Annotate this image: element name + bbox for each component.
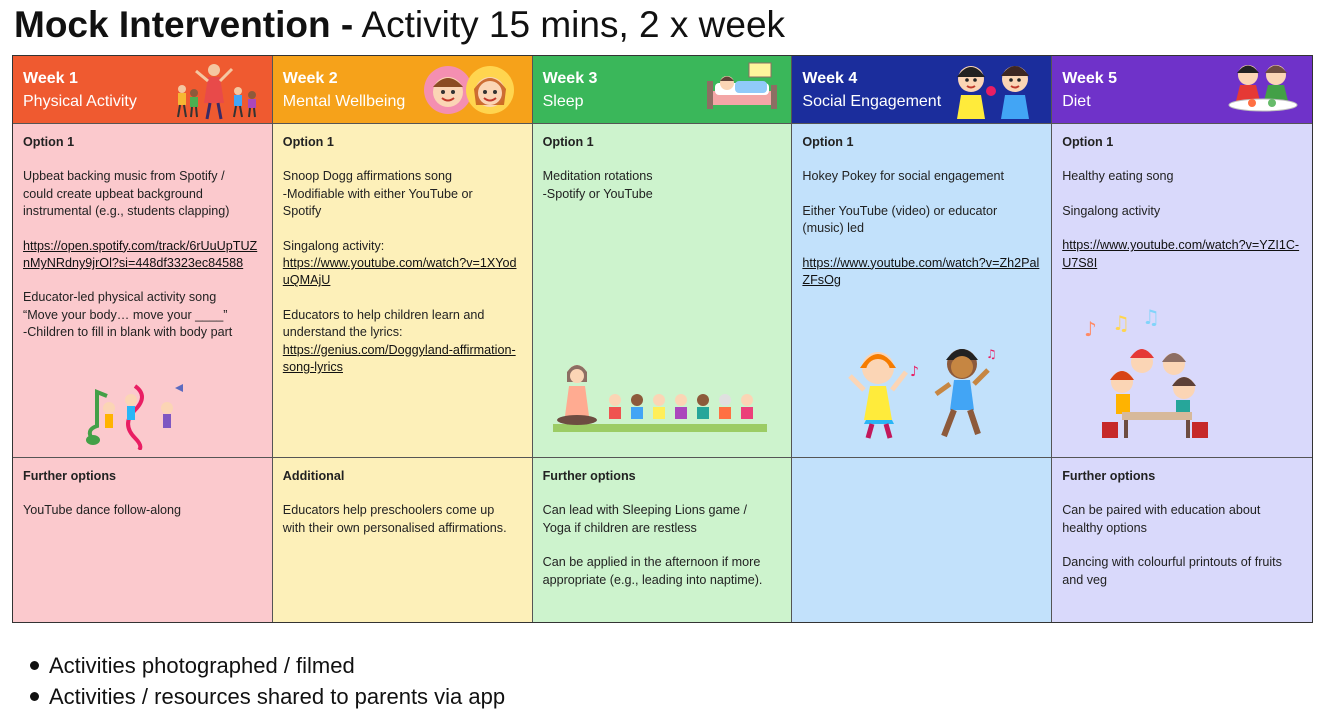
week-label: Week 4 (802, 70, 858, 87)
week4-option-cell (792, 124, 1052, 458)
option-label: Option 1 (802, 135, 854, 149)
option-text: Upbeat backing music from Spotify / could create upbeat background instrumental (e.g., students clapping) (23, 169, 230, 219)
intervention-table (12, 55, 1313, 623)
week1-option-cell (13, 124, 273, 458)
week5-option-cell (1052, 124, 1312, 458)
bullet-icon (30, 661, 39, 670)
week-topic: Sleep (542, 93, 584, 110)
dancing-kids-illustration-icon (846, 346, 1000, 442)
singalong-label: Singalong activity: (282, 238, 385, 253)
week2-option-cell (273, 124, 533, 458)
week-label: Week 1 (23, 70, 78, 87)
svg-text:♫: ♫ (1142, 305, 1161, 329)
option-text: Educators to help children learn and understand the lyrics: (282, 307, 485, 340)
week3-option-cell (533, 124, 793, 458)
child-sleeping-in-bed-icon (705, 61, 779, 111)
further-text: Educators help preschoolers come up with their own personalised affirmations. (282, 503, 507, 535)
list-item-text: Activities photographed / filmed (49, 653, 355, 678)
youtube-link[interactable]: https://www.youtube.com/watch?v=1XYoduQMAjU (282, 256, 517, 288)
week-label: Week 2 (282, 70, 338, 87)
week1-further-cell (13, 458, 273, 622)
spotify-track-link[interactable]: https://open.spotify.com/track/6rUuUpTUZnMyNRdny9jrOl?si=448df3323ec84588 (23, 238, 258, 271)
youtube-link[interactable]: https://www.youtube.com/watch?v=YZI1C-U7S8I (1062, 238, 1300, 270)
bullet-icon (30, 692, 39, 701)
meditating-kids-illustration-icon (553, 360, 767, 434)
svg-text:♫: ♫ (986, 347, 998, 361)
option-label: Option 1 (542, 135, 594, 149)
further-label: Further options (23, 469, 117, 483)
week5-further-cell (1052, 458, 1312, 622)
week2-further-cell (273, 458, 533, 622)
happy-kids-faces-icon (420, 61, 520, 119)
option-label: Option 1 (282, 135, 334, 149)
week-label: Week 5 (1062, 70, 1118, 87)
option-text: Educator-led physical activity song “Move your body… move your ____” -Children to fill in blank with body part (23, 290, 233, 340)
further-text: Can be paired with education about healthy options (1062, 503, 1261, 535)
week5-header (1052, 56, 1312, 124)
week3-further-cell (533, 458, 793, 622)
option-text: Meditation rotations -Spotify or YouTube (542, 169, 653, 201)
notes-list (30, 650, 505, 712)
week-topic: Physical Activity (23, 93, 137, 110)
kids-eating-at-table-illustration-icon (1082, 304, 1212, 440)
option-text: Either YouTube (video) or educator (music) led (802, 203, 998, 236)
week-topic: Diet (1062, 93, 1091, 110)
week4-header (792, 56, 1052, 124)
further-text: Can be applied in the afternoon if more appropriate (e.g., leading into naptime). (542, 555, 763, 587)
kids-eating-icon (1226, 61, 1300, 115)
genius-lyrics-link[interactable]: https://genius.com/Doggyland-affirmation-song-lyrics (282, 342, 516, 375)
list-item (30, 681, 505, 712)
svg-text:♪: ♪ (910, 364, 920, 380)
two-kids-talking-icon (947, 61, 1039, 121)
svg-text:♪: ♪ (1084, 317, 1097, 341)
title-bold: Mock Intervention - (14, 4, 354, 45)
week-topic: Social Engagement (802, 93, 942, 110)
week1-header (13, 56, 273, 124)
music-notes-kids-illustration-icon (83, 378, 187, 450)
title-rest: Activity 15 mins, 2 x week (353, 4, 786, 45)
option-text: Hokey Pokey for social engagement (802, 169, 1005, 184)
physical-activity-illustration-icon (168, 61, 260, 121)
week-label: Week 3 (542, 70, 598, 87)
option-text: Singalong activity (1062, 203, 1161, 218)
further-label: Further options (542, 469, 636, 483)
week-topic: Mental Wellbeing (282, 93, 406, 110)
list-item-text: Activities / resources shared to parents via app (49, 684, 506, 709)
further-label: Additional (282, 469, 345, 483)
week4-further-cell (792, 458, 1052, 622)
option-label: Option 1 (23, 135, 75, 149)
week3-header (533, 56, 793, 124)
week2-header (273, 56, 533, 124)
further-text: Dancing with colourful printouts of fruits and veg (1062, 555, 1282, 587)
further-text: YouTube dance follow-along (23, 503, 182, 518)
list-item (30, 650, 505, 681)
youtube-link[interactable]: https://www.youtube.com/watch?v=Zh2PalZFsOg (802, 255, 1040, 288)
page-title (14, 2, 785, 48)
option-text: Healthy eating song (1062, 169, 1174, 184)
option-label: Option 1 (1062, 135, 1114, 149)
svg-text:♫: ♫ (1112, 311, 1131, 335)
further-label: Further options (1062, 469, 1156, 483)
option-text: Snoop Dogg affirmations song -Modifiable with either YouTube or Spotify (282, 169, 473, 219)
further-text: Can lead with Sleeping Lions game / Yoga if children are restless (542, 503, 748, 535)
